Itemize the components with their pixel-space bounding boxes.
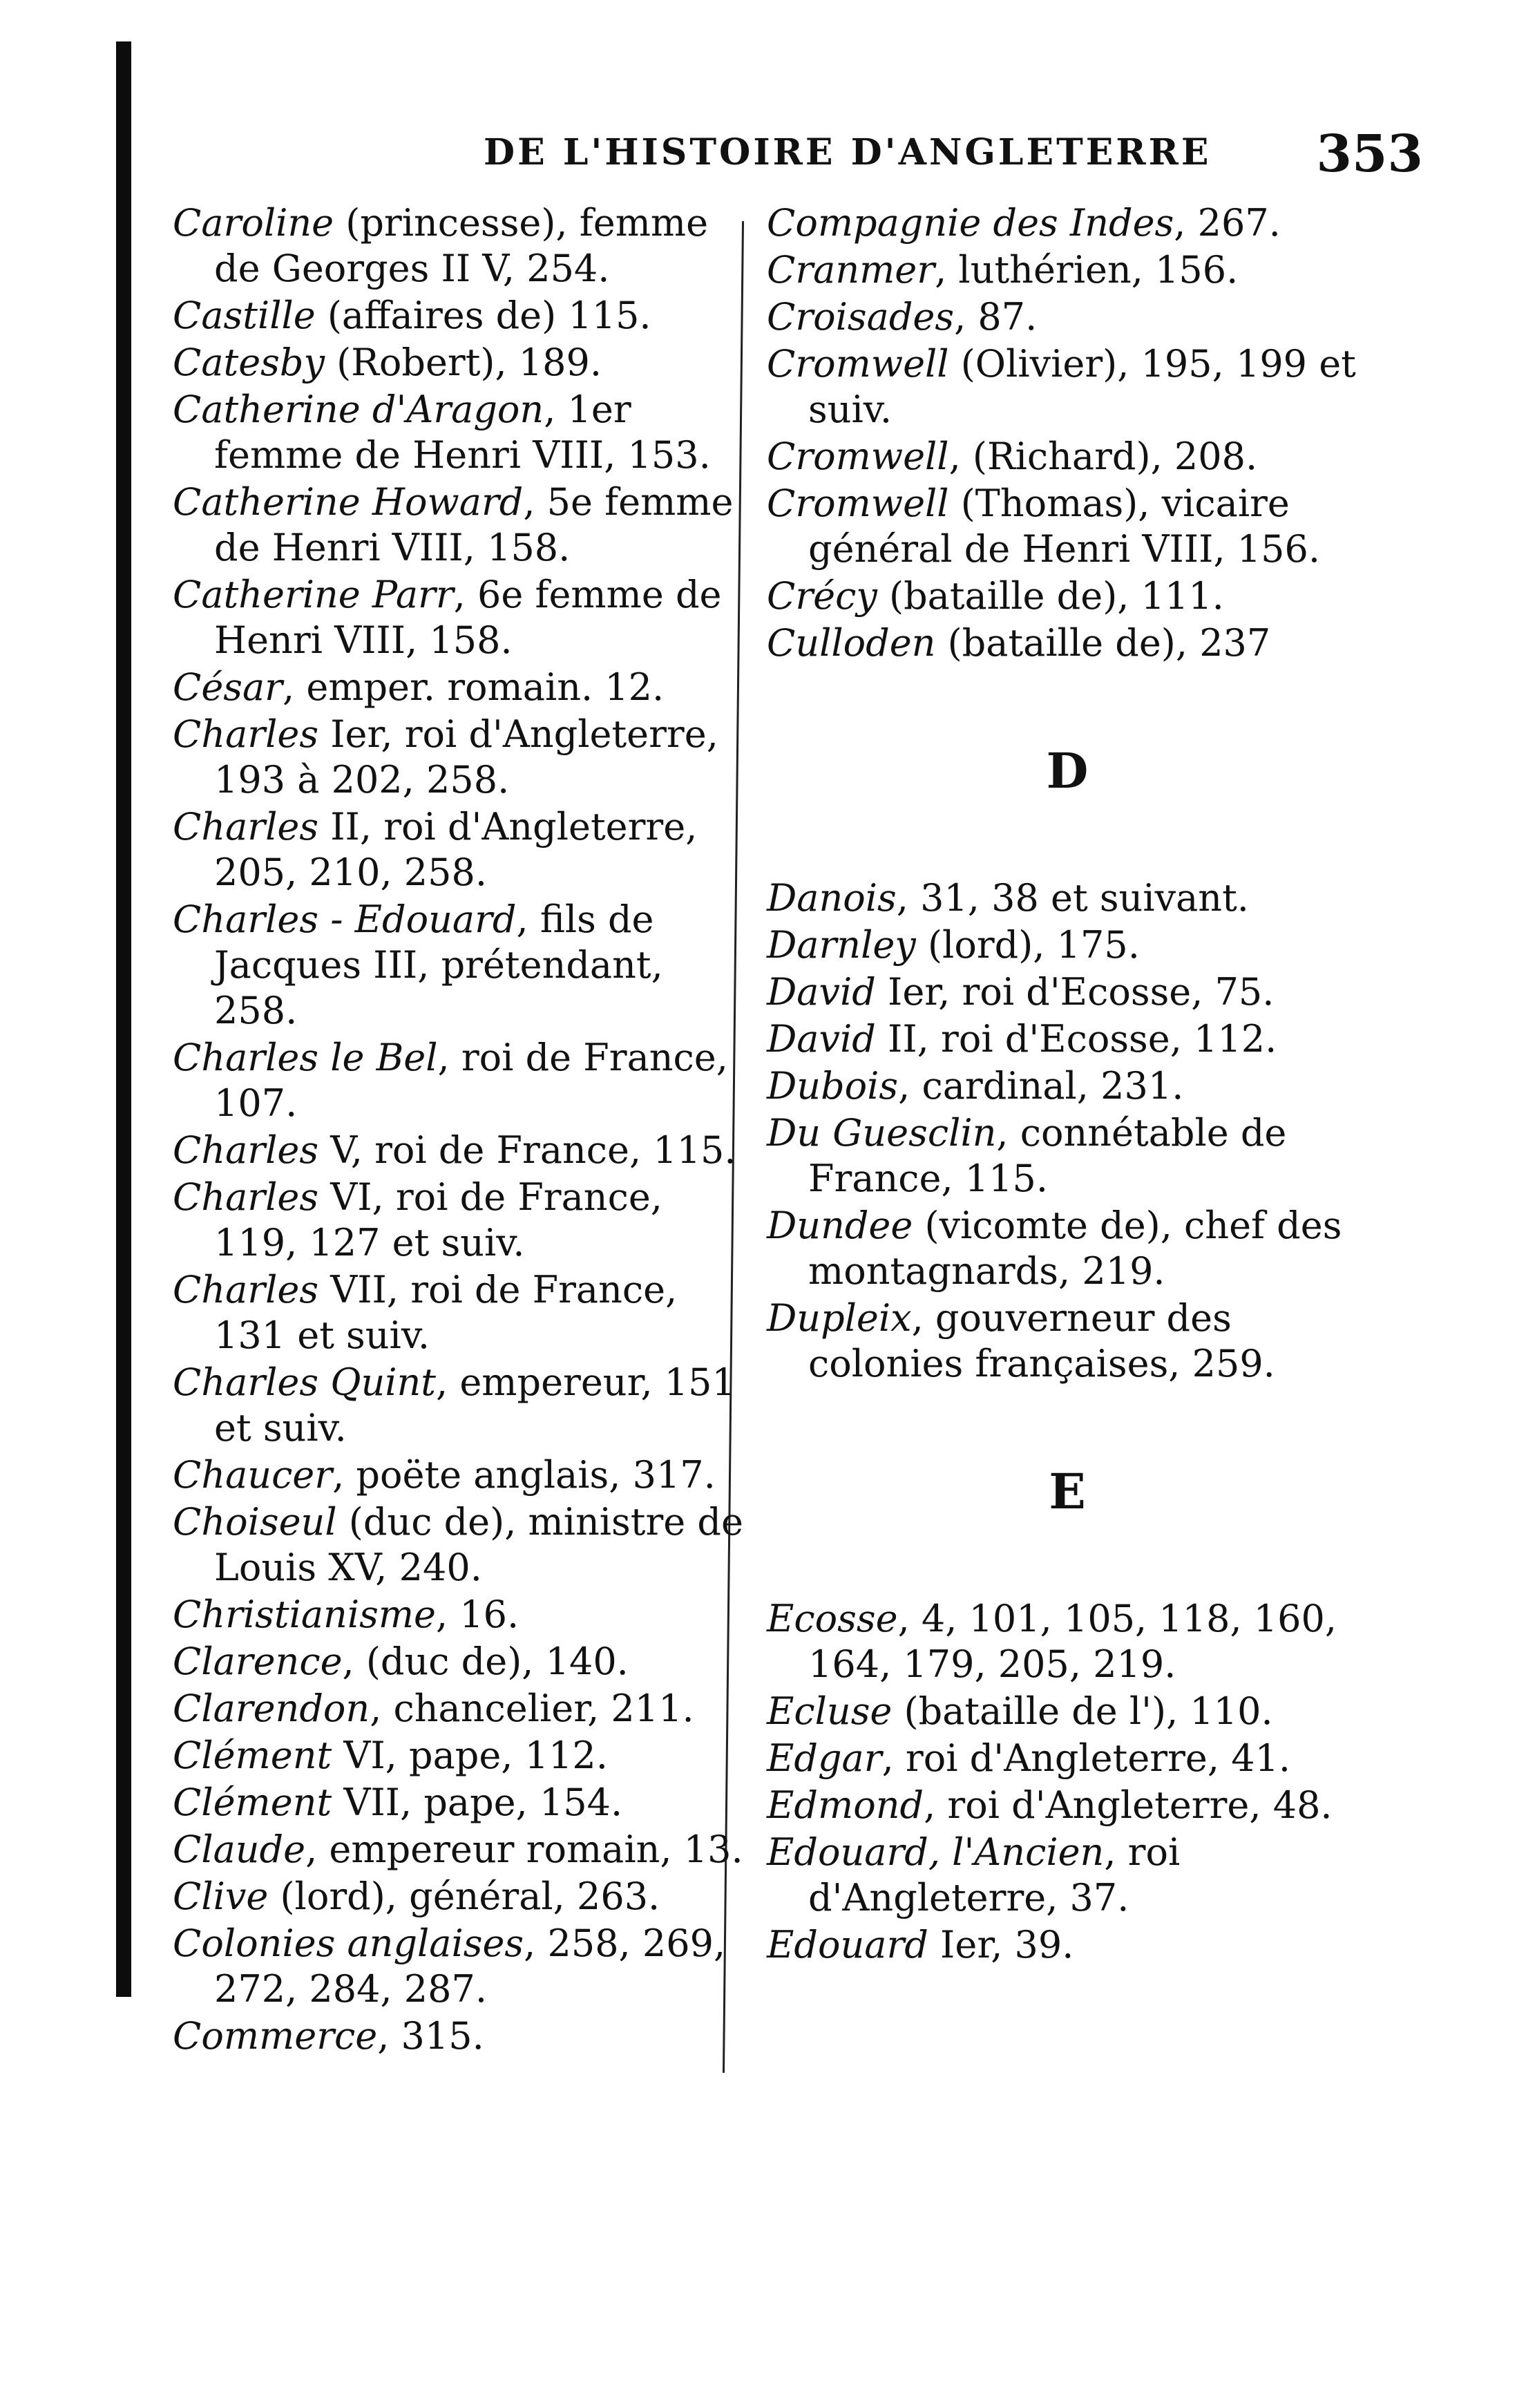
index-entry: [767, 1596, 1368, 1687]
index-entry: [173, 1128, 753, 1173]
index-detail: , 258, 269, 272, 284, 287.: [214, 1922, 726, 2011]
index-term: Danois: [767, 876, 897, 920]
index-detail: (bataille de), 111.: [877, 574, 1224, 618]
index-detail: (Thomas), vicaire général de Henri VIII, 156.: [808, 482, 1321, 571]
index-detail: (lord), 175.: [915, 923, 1140, 967]
index-detail: (Robert), 189.: [324, 341, 602, 384]
index-term: Clément: [173, 1781, 332, 1824]
entries-c: [767, 200, 1368, 666]
index-entry: [767, 1296, 1368, 1387]
index-detail: , cardinal, 231.: [898, 1064, 1184, 1108]
index-term: Charles: [173, 1268, 319, 1311]
index-entry: [173, 480, 753, 571]
index-detail: , emper. romain. 12.: [283, 665, 665, 709]
index-detail: VII, roi de France, 131 et suiv.: [214, 1268, 678, 1357]
index-term: Christianisme: [173, 1593, 436, 1636]
index-term: Edouard: [767, 1923, 928, 1966]
index-detail: , roi de France, 107.: [214, 1036, 728, 1125]
index-term: Catherine Parr: [173, 573, 454, 616]
index-detail: , empereur romain, 13.: [305, 1828, 743, 1871]
page-header: [484, 124, 1423, 207]
right-column: [767, 200, 1368, 1969]
index-entry: [767, 1830, 1368, 1921]
index-entry: [767, 200, 1368, 246]
index-entry: [173, 572, 753, 663]
index-detail: (princesse), femme de Georges II V, 254.: [214, 201, 709, 290]
index-entry: [767, 1783, 1368, 1828]
index-entry: [767, 434, 1368, 480]
index-entry: [767, 1110, 1368, 1202]
index-detail: , chancelier, 211.: [370, 1687, 694, 1730]
index-term: Commerce: [173, 2014, 378, 2058]
left-column: [173, 200, 753, 2060]
index-term: Dupleix: [767, 1296, 912, 1340]
index-term: Charles: [173, 805, 319, 849]
index-detail: Ier, roi d'Angleterre, 193 à 202, 258.: [214, 712, 718, 802]
index-entry: [173, 293, 753, 339]
index-entry: [767, 1736, 1368, 1781]
page-number: 353: [1316, 124, 1423, 184]
index-term: Clarence: [173, 1640, 343, 1683]
index-term: Dubois: [767, 1064, 899, 1108]
index-detail: , 4, 101, 105, 118, 160, 164, 179, 205, 219.: [808, 1597, 1337, 1686]
index-entry: [173, 897, 753, 1034]
index-term: Charles Quint: [173, 1361, 437, 1404]
index-entry: [173, 1267, 753, 1358]
index-term: Catherine d'Aragon: [173, 388, 544, 431]
index-detail: (duc de), ministre de Louis XV, 240.: [214, 1500, 743, 1589]
index-detail: Ier, 39.: [928, 1923, 1074, 1966]
index-entry: [173, 1827, 753, 1873]
index-term: Charles - Edouard: [173, 898, 517, 941]
index-entry: [173, 1686, 753, 1732]
entries-d: [767, 875, 1368, 1387]
index-detail: VI, pape, 112.: [332, 1734, 608, 1777]
index-detail: , fils de Jacques III, prétendant, 258.: [214, 898, 663, 1032]
index-detail: , 315.: [377, 2014, 484, 2058]
index-term: Catherine Howard: [173, 480, 524, 524]
index-detail: , 87.: [954, 295, 1038, 339]
index-term: Dundee: [767, 1204, 913, 1247]
index-detail: (bataille de l'), 110.: [892, 1689, 1273, 1733]
index-entry: [173, 200, 753, 292]
index-detail: , roi d'Angleterre, 37.: [808, 1830, 1181, 1919]
index-detail: , (Richard), 208.: [948, 435, 1258, 478]
index-term: Chaucer: [173, 1453, 333, 1497]
index-term: Cromwell: [767, 342, 949, 386]
index-detail: , empereur, 151 et suiv.: [214, 1361, 736, 1450]
index-term: Edmond: [767, 1783, 924, 1827]
index-entry: [767, 481, 1368, 572]
index-detail: , 1er femme de Henri VIII, 153.: [214, 388, 711, 477]
index-entry: [767, 875, 1368, 921]
index-entry: [767, 247, 1368, 293]
index-detail: V, roi de France, 115.: [318, 1128, 736, 1172]
index-term: David: [767, 970, 876, 1014]
section-letter-d: D: [1046, 742, 1089, 799]
index-entry: [767, 341, 1368, 433]
index-term: Ecosse: [767, 1597, 898, 1640]
index-entry: [173, 1360, 753, 1451]
index-entry: [173, 1921, 753, 2012]
scan-edge-bar: [116, 41, 131, 1997]
index-term: Claude: [173, 1828, 306, 1871]
entries-e: [767, 1596, 1368, 1968]
index-term: Colonies anglaises: [173, 1922, 524, 1965]
index-detail: , 5e femme de Henri VIII, 158.: [214, 480, 734, 569]
index-detail: , roi d'Angleterre, 48.: [924, 1783, 1333, 1827]
index-entry: [173, 1175, 753, 1266]
index-term: Catesby: [173, 341, 325, 384]
index-detail: , connétable de France, 115.: [808, 1111, 1287, 1200]
index-term: Clément: [173, 1734, 332, 1777]
index-term: Charles: [173, 712, 319, 756]
index-term: Edouard, l'Ancien: [767, 1830, 1105, 1874]
index-entry: [173, 1592, 753, 1638]
index-entry: [767, 294, 1368, 340]
index-entry: [173, 1452, 753, 1498]
index-term: Ecluse: [767, 1689, 893, 1733]
index-term: Castille: [173, 294, 316, 337]
index-term: Edgar: [767, 1736, 882, 1780]
index-entry: [767, 1203, 1368, 1294]
index-term: David: [767, 1017, 876, 1061]
index-detail: , 16.: [435, 1593, 519, 1636]
index-entry: [767, 1063, 1368, 1109]
index-term: Cranmer: [767, 248, 935, 292]
index-entry: [767, 922, 1368, 968]
index-detail: , 31, 38 et suivant.: [896, 876, 1249, 920]
index-detail: , gouverneur des colonies françaises, 259.: [808, 1296, 1275, 1385]
index-detail: , 267.: [1174, 201, 1281, 245]
index-detail: (affaires de) 115.: [315, 294, 651, 337]
index-term: Darnley: [767, 923, 916, 967]
index-detail: VI, roi de France, 119, 127 et suiv.: [214, 1175, 662, 1264]
index-detail: II, roi d'Ecosse, 112.: [875, 1017, 1277, 1061]
index-term: Cromwell: [767, 482, 949, 525]
index-detail: , 6e femme de Henri VIII, 158.: [214, 573, 722, 662]
index-detail: VII, pape, 154.: [332, 1781, 623, 1824]
index-entry: [173, 1874, 753, 1919]
index-detail: , roi d'Angleterre, 41.: [881, 1736, 1291, 1780]
index-entry: [173, 712, 753, 803]
index-term: Charles: [173, 1128, 319, 1172]
index-entry: [173, 2013, 753, 2059]
index-entry: [767, 1689, 1368, 1734]
index-term: Culloden: [767, 621, 936, 665]
index-term: Choiseul: [173, 1500, 337, 1544]
index-entry: [767, 969, 1368, 1015]
index-term: Crécy: [767, 574, 877, 618]
index-entry: [173, 387, 753, 478]
index-detail: (bataille de), 237: [935, 621, 1271, 665]
index-term: Clarendon: [173, 1687, 370, 1730]
index-entry: [173, 804, 753, 895]
index-term: Compagnie des Indes: [767, 201, 1174, 245]
index-detail: (Olivier), 195, 199 et suiv.: [808, 342, 1356, 431]
index-detail: Ier, roi d'Ecosse, 75.: [875, 970, 1275, 1014]
index-detail: , (duc de), 140.: [342, 1640, 629, 1683]
index-term: Clive: [173, 1875, 269, 1918]
index-detail: , poëte anglais, 317.: [332, 1453, 716, 1497]
index-term: Du Guesclin: [767, 1111, 997, 1155]
index-term: César: [173, 665, 283, 709]
index-entry: [173, 1639, 753, 1685]
index-entry: [173, 1499, 753, 1591]
index-entry: [173, 1780, 753, 1826]
index-term: Croisades: [767, 295, 955, 339]
index-entry: [767, 620, 1368, 666]
index-entry: [767, 1922, 1368, 1968]
index-detail: (lord), général, 263.: [268, 1875, 660, 1918]
section-letter-e: E: [1049, 1463, 1086, 1520]
index-entry: [173, 340, 753, 386]
index-entry: [173, 1733, 753, 1779]
index-entry: [173, 1035, 753, 1126]
index-entry: [767, 1016, 1368, 1062]
running-head: DE L'HISTOIRE D'ANGLETERRE: [484, 131, 1212, 173]
index-detail: II, roi d'Angleterre, 205, 210, 258.: [214, 805, 698, 894]
index-entry: [173, 665, 753, 710]
index-term: Charles le Bel: [173, 1036, 438, 1079]
index-term: Caroline: [173, 201, 334, 245]
index-detail: (vicomte de), chef des montagnards, 219.: [808, 1204, 1342, 1293]
index-term: Cromwell: [767, 435, 949, 478]
index-detail: , luthérien, 156.: [935, 248, 1239, 292]
index-term: Charles: [173, 1175, 319, 1219]
index-entry: [767, 573, 1368, 619]
